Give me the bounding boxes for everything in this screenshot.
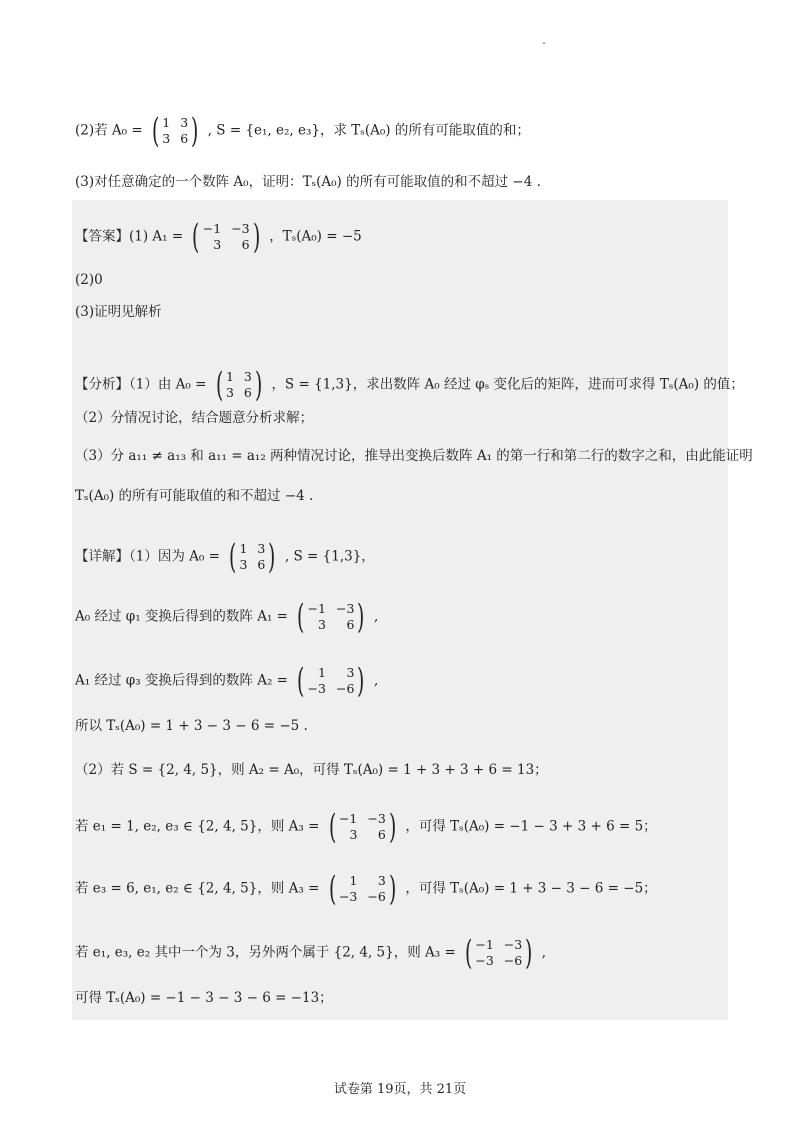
matrix-a1: ( −1 −3 3 6 ) [192,217,260,257]
detail-3: A₁ 经过 φ₃ 变换后得到的数阵 A₂ = ( 1 3 −3 −6 ) , [75,661,379,701]
matrix-a2: ( 1 3 −3 −6 ) [297,661,365,701]
analysis-1: 【分析】（1）由 A₀ = ( 1 3 3 6 ) ，S = {1,3}，求出数阵 A₀ 经过 φₛ 变化后的矩阵，进而可求得 Tₛ(A₀) 的值； [75,365,744,405]
matrix-a3: ( −1 −3 −3 −6 ) [465,933,533,973]
detail-2: A₀ 经过 φ₁ 变换后得到的数阵 A₁ = ( −1 −3 3 6 ) , [75,597,379,637]
detail-1: 【详解】（1）因为 A₀ = ( 1 3 3 6 ) , S = {1,3}， [75,537,375,577]
analysis-2: （2）分情况讨论，结合题意分析求解； [75,410,314,426]
part2-1: （2）若 S = {2, 4, 5}，则 A₂ = A₀，可得 Tₛ(A₀) = 1 + 3 + 3 + 6 = 13； [75,762,548,778]
part2-3: 若 e₃ = 6, e₁, e₂ ∈ {2, 4, 5}，则 A₃ = ( 1 3 −3 −6 ) ，可得 Tₛ(A₀) = 1 + 3 − 3 − 6 = −5； [75,869,657,909]
part2-2: 若 e₁ = 1, e₂, e₃ ∈ {2, 4, 5}，则 A₃ = ( −1 −3 3 6 ) ，可得 Tₛ(A₀) = −1 − 3 + 3 + 6 = 5； [75,807,657,847]
answer-3: (3)证明见解析 [75,304,162,320]
analysis-4: Tₛ(A₀) 的所有可能取值的和不超过 −4 . [75,488,314,504]
analysis-3: （3）分 a₁₁ ≠ a₁₃ 和 a₁₁ = a₁₂ 两种情况讨论，推导出变换后数阵 A₁ 的第一行和第二行的数字之和，由此能证明 [75,448,753,464]
part2-4: 若 e₁, e₃, e₂ 其中一个为 3，另外两个属于 {2, 4, 5}，则 A₃ = ( −1 −3 −3 −6 ) , [75,933,547,973]
answer-2: (2)0 [75,272,103,288]
page-footer: 试卷第 19页，共 21页 [333,1082,467,1097]
question-2: (2)若 A₀ = ( 1 3 3 6 ) , S = {e₁, e₂, e₃}，求 Tₛ(A₀) 的所有可能取值的和； [75,111,530,151]
answer-1: 【答案】(1) A₁ = ( −1 −3 3 6 ) ，Tₛ(A₀) = −5 [75,217,362,257]
question-3: (3)对任意确定的一个数阵 A₀，证明：Tₛ(A₀) 的所有可能取值的和不超过 −4 . [75,174,541,190]
part2-5: 可得 Tₛ(A₀) = −1 − 3 − 3 − 6 = −13； [75,990,333,1006]
matrix-a3: ( 1 3 −3 −6 ) [328,869,397,909]
matrix-a0: ( 1 3 3 6 ) [229,537,276,577]
matrix-a0: ( 1 3 3 6 ) [151,111,199,151]
matrix-a0: ( 1 3 3 6 ) [215,365,263,405]
scan-speck [543,42,545,44]
matrix-a1: ( −1 −3 3 6 ) [297,597,365,637]
detail-4: 所以 Tₛ(A₀) = 1 + 3 − 3 − 6 = −5 . [75,718,308,734]
matrix-a3: ( −1 −3 3 6 ) [328,807,397,847]
